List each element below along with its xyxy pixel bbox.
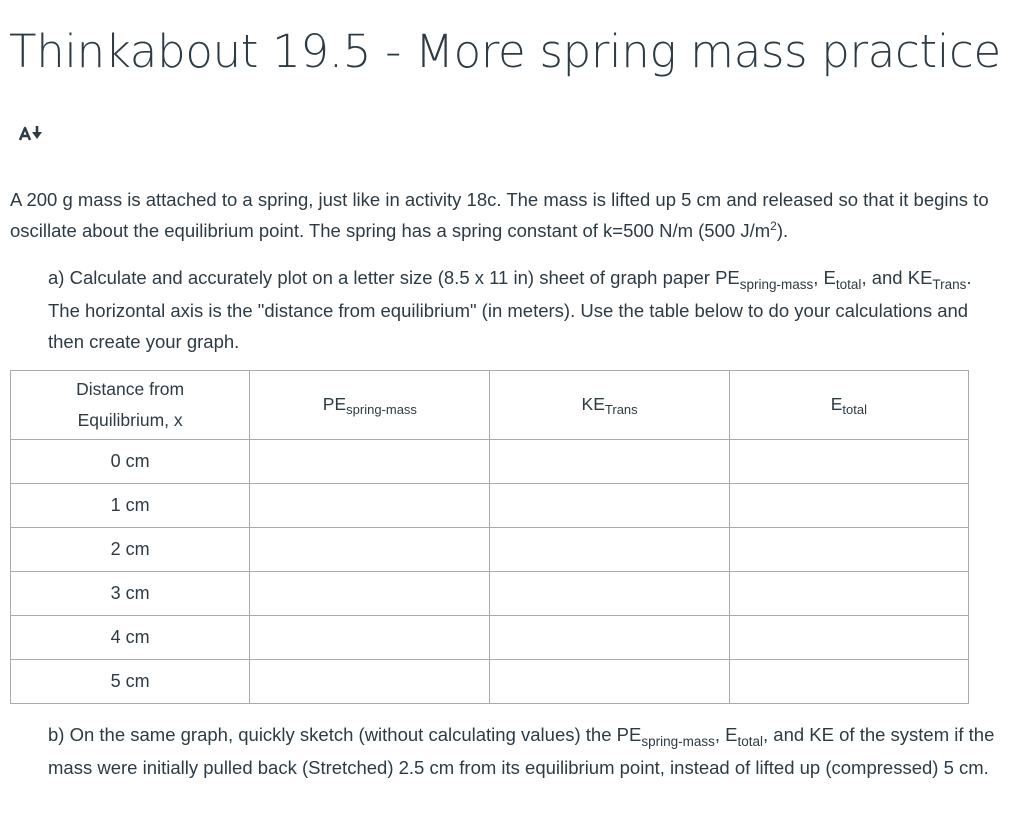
etotal-cell[interactable] — [729, 616, 968, 660]
table-row — [11, 616, 969, 660]
pe-cell[interactable] — [250, 572, 490, 616]
accessibility-check-icon[interactable] — [19, 89, 45, 165]
etotal-cell[interactable] — [729, 528, 968, 572]
ke-cell[interactable] — [490, 616, 729, 660]
header-ke-trans — [490, 371, 729, 440]
part-b-question — [48, 719, 998, 783]
distance-cell: 1 cm — [11, 484, 250, 528]
ke-cell[interactable] — [490, 484, 729, 528]
intro-superscript: 2 — [770, 219, 777, 233]
part-b-subscript: total — [737, 734, 764, 749]
header-pe-main: PE — [322, 394, 347, 414]
header-distance — [11, 371, 250, 440]
table-row — [11, 440, 969, 484]
table-row — [11, 660, 969, 704]
part-a-text: , E — [813, 267, 836, 288]
page-title — [9, 14, 1009, 169]
intro-text: A 200 g mass is attached to a spring, just like in activity 18c. The mass is lifted up 5 cm and released so that it begins to oscillate about the equilibrium point. The spring has a spring constant of k=500 N/m (500 J/m — [10, 189, 989, 241]
distance-cell: 4 cm — [11, 616, 250, 660]
header-ke-main: KE — [581, 394, 605, 414]
distance-cell: 5 cm — [11, 660, 250, 704]
pe-cell[interactable] — [250, 528, 490, 572]
pe-cell[interactable] — [250, 484, 490, 528]
header-pe-sub: spring-mass — [346, 402, 417, 417]
part-a-text: a) Calculate and accurately plot on a letter size (8.5 x 11 in) sheet of graph paper PE — [48, 267, 740, 288]
part-a-question — [48, 262, 998, 357]
etotal-cell[interactable] — [729, 484, 968, 528]
ke-cell[interactable] — [490, 440, 729, 484]
part-b-text: , and KE of the system if the mass were initially pulled back (Stretched) 2.5 cm from its equilibrium point, instead of lifted up (compressed) 5 cm. — [48, 724, 995, 778]
part-a-subscript: total — [835, 277, 862, 292]
ke-cell[interactable] — [490, 660, 729, 704]
header-e-main: E — [830, 394, 843, 414]
part-a-subscript: Trans — [932, 277, 967, 292]
pe-cell[interactable] — [250, 440, 490, 484]
pe-cell[interactable] — [250, 616, 490, 660]
part-a-text: . The horizontal axis is the "distance from equilibrium" (in meters). Use the table below to do your calculations and then create your graph. — [48, 267, 972, 352]
distance-cell: 3 cm — [11, 572, 250, 616]
ke-cell[interactable] — [490, 528, 729, 572]
page-title-text: Thinkabout 19.5 - More spring mass practice — [9, 25, 1001, 78]
table-header-row — [11, 371, 969, 440]
intro-text-end: ). — [776, 220, 789, 241]
header-pe-spring-mass — [250, 371, 490, 440]
part-a-text: , and KE — [861, 267, 933, 288]
part-b-subscript: spring-mass — [641, 734, 715, 749]
part-a-subscript: spring-mass — [739, 277, 814, 292]
table-row — [11, 484, 969, 528]
energy-table — [10, 370, 969, 704]
pe-cell[interactable] — [250, 660, 490, 704]
header-e-sub: total — [842, 402, 867, 417]
header-e-total — [729, 371, 968, 440]
table-row — [11, 572, 969, 616]
header-distance-line2: Equilibrium, x — [77, 410, 183, 430]
part-b-text: , E — [714, 724, 738, 745]
ke-cell[interactable] — [490, 572, 729, 616]
etotal-cell[interactable] — [729, 572, 968, 616]
table-row — [11, 528, 969, 572]
intro-paragraph — [10, 184, 1015, 249]
part-b-text: b) On the same graph, quickly sketch (without calculating values) the PE — [48, 724, 642, 745]
etotal-cell[interactable] — [729, 440, 968, 484]
distance-cell: 2 cm — [11, 528, 250, 572]
header-ke-sub: Trans — [604, 402, 638, 417]
distance-cell: 0 cm — [11, 440, 250, 484]
etotal-cell[interactable] — [729, 660, 968, 704]
header-distance-line1: Distance from — [76, 379, 185, 399]
